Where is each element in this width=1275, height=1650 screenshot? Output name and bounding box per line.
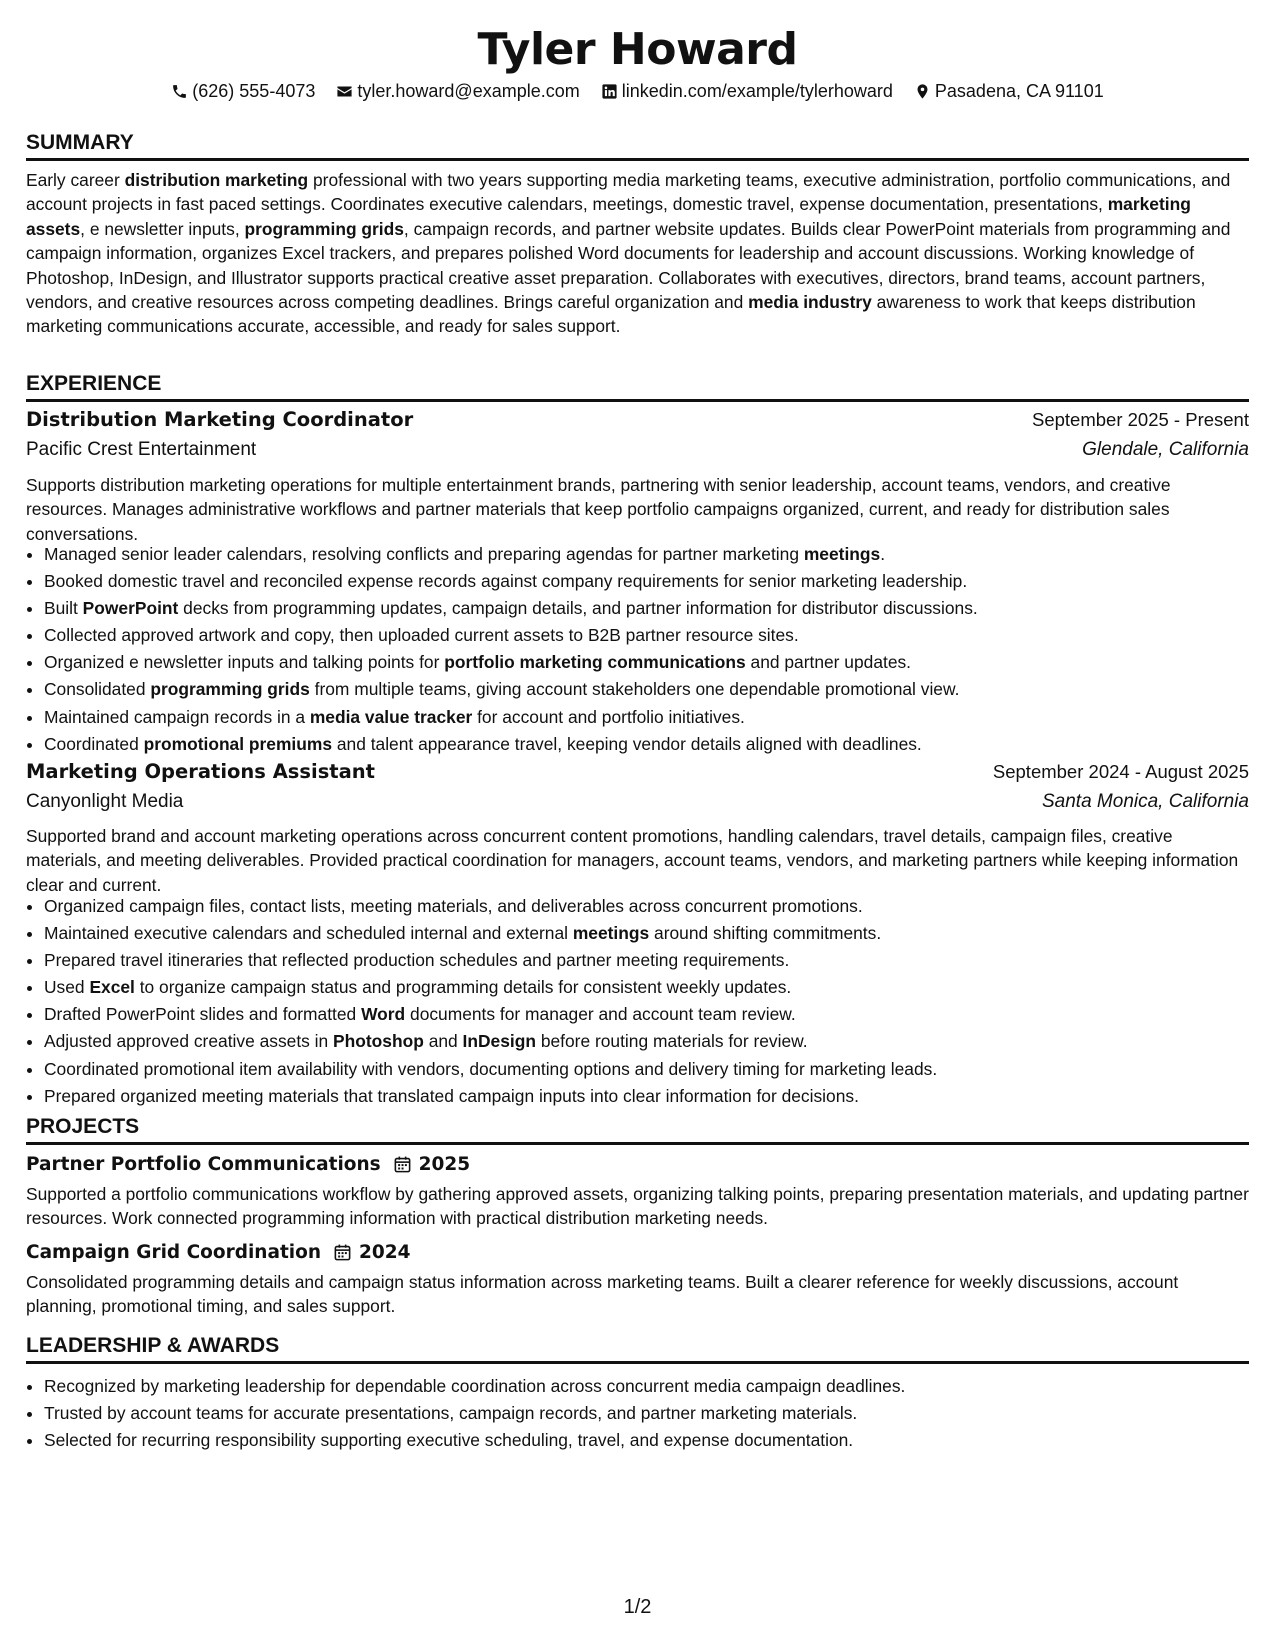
text-segment: and talent appearance travel, keeping vendor details aligned with deadlines.	[332, 733, 922, 754]
text-segment: Organized e newsletter inputs and talking points for	[44, 652, 445, 673]
section-title-experience: EXPERIENCE	[26, 371, 1249, 402]
bold-keyword: InDesign	[462, 1031, 536, 1052]
text-segment: decks from programming updates, campaign details, and partner information for distributor discussions.	[178, 598, 978, 619]
text-segment: Managed senior leader calendars, resolving conflicts and preparing agendas for partner marketing	[44, 544, 804, 564]
contact-linkedin-text[interactable]: linkedin.com/example/tylerhoward	[621, 81, 893, 101]
project-2-header	[26, 1242, 411, 1263]
job-1-header	[26, 408, 1249, 431]
list-item	[44, 1001, 1267, 1028]
job-dates: September 2024 - August 2025	[992, 761, 1249, 782]
section-title-leadership: LEADERSHIP & AWARDS	[26, 1333, 1249, 1364]
project-year: 2025	[418, 1154, 471, 1175]
list-item	[44, 595, 1267, 622]
text-segment: Prepared travel itineraries that reflected production schedules and partner meeting requirements.	[44, 950, 790, 971]
text-segment: Organized campaign files, contact lists, meeting materials, and deliverables across concurrent promotions.	[44, 896, 863, 916]
leadership-bullets	[26, 1373, 1267, 1454]
bold-keyword: programming grids	[244, 218, 404, 239]
text-segment: Drafted PowerPoint slides and formatted	[44, 1004, 362, 1025]
text-segment: and	[423, 1031, 463, 1052]
calendar-icon	[393, 1155, 412, 1174]
company-name: Pacific Crest Entertainment	[26, 439, 257, 460]
bold-keyword: distribution marketing	[124, 170, 309, 190]
text-segment: to organize campaign status and programming details for consistent weekly updates.	[134, 977, 792, 998]
bold-keyword: media industry	[748, 292, 872, 313]
job-title: Marketing Operations Assistant	[26, 760, 375, 783]
bold-keyword: Word	[361, 1004, 406, 1025]
bold-keyword: Photoshop	[333, 1031, 424, 1052]
text-segment: for account and portfolio initiatives.	[472, 706, 745, 727]
bold-keyword: marketing assets	[26, 194, 1191, 239]
job-location: Glendale, California	[1082, 439, 1249, 460]
candidate-name: Tyler Howard	[477, 24, 798, 75]
project-title: Campaign Grid Coordination	[26, 1242, 322, 1263]
text-segment: , campaign records, and partner website updates. Builds clear PowerPoint materials from programming and campaign information, organizes Excel trackers, and prepares polished Word documents for leadership and account discussions. Working knowledge of Photoshop, InDesign, and Illustrator supports practical creative asset preparation. Collaborates with executives, directors, brand teams, account partners, vendors, and creative resources across competing deadlines. Brings careful organization and	[26, 218, 1231, 313]
contact-location-text: Pasadena, CA 91101	[934, 81, 1104, 101]
list-item	[44, 676, 1267, 703]
list-item	[44, 649, 1267, 676]
contact-phone	[171, 78, 315, 104]
list-item	[44, 731, 1267, 758]
text-segment: Collected approved artwork and copy, then uploaded current assets to B2B partner resource sites.	[44, 625, 799, 646]
text-segment: documents for manager and account team review.	[405, 1004, 796, 1025]
text-segment: and partner updates.	[745, 652, 912, 673]
text-segment: from multiple teams, giving account stakeholders one dependable promotional view.	[309, 679, 960, 700]
text-segment: Early career	[26, 170, 125, 190]
project-description: Consolidated programming details and campaign status information across marketing teams. Built a clearer reference for weekly discussions, account planning, promotional timing, and sales support.	[26, 1272, 1179, 1317]
project-year: 2024	[359, 1242, 411, 1263]
resume-page	[26, 0, 1249, 1650]
bold-keyword: portfolio marketing communications	[444, 652, 746, 673]
phone-icon	[171, 83, 188, 100]
contact-email[interactable]	[336, 78, 579, 104]
calendar-icon	[333, 1243, 352, 1262]
section-title-projects: PROJECTS	[26, 1114, 1249, 1145]
list-item	[44, 541, 1267, 568]
job-2-subheader	[26, 791, 1249, 813]
text-segment: Built	[44, 598, 83, 619]
list-item	[44, 947, 1267, 974]
job-2-header	[26, 760, 1249, 783]
linkedin-icon	[601, 83, 618, 100]
bold-keyword: programming grids	[150, 679, 310, 700]
contact-location	[914, 78, 1104, 104]
text-segment: Used	[44, 977, 90, 998]
job-location: Santa Monica, California	[1042, 791, 1249, 812]
bold-keyword: meetings	[572, 923, 650, 944]
text-segment: Coordinated promotional item availability with vendors, documenting options and delivery timing for marketing leads.	[44, 1058, 938, 1079]
list-item	[44, 704, 1267, 731]
text-segment: around shifting commitments.	[649, 923, 882, 944]
project-description: Supported a portfolio communications workflow by gathering approved assets, organizing talking points, preparing presentation materials, and updating partner resources. Work connected programming information with practical distribution marketing needs.	[26, 1184, 1249, 1229]
bold-keyword: promotional premiums	[143, 733, 333, 754]
bold-keyword: meetings	[803, 544, 881, 564]
job-description: Supports distribution marketing operations for multiple entertainment brands, partnering with senior leadership, account teams, vendors, and creative resources. Manages administrative workflows and partner materials that keep portfolio campaigns organized, current, and ready for distribution sales conversations.	[26, 475, 1171, 544]
list-item	[44, 1028, 1267, 1055]
list-item	[44, 622, 1267, 649]
map-pin-icon	[914, 83, 931, 100]
job-title: Distribution Marketing Coordinator	[26, 408, 414, 431]
contact-email-text[interactable]: tyler.howard@example.com	[357, 81, 580, 101]
text-segment: before routing materials for review.	[535, 1031, 808, 1052]
bold-keyword: PowerPoint	[82, 598, 179, 619]
bold-keyword: Excel	[89, 977, 135, 998]
list-item: • Recognized by marketing leadership for dependable coordination across concurrent media campaign deadlines.	[44, 1373, 1267, 1400]
job-1-subheader	[26, 439, 1249, 461]
list-item	[44, 1056, 1267, 1083]
contact-phone-text: (626) 555-4073	[192, 81, 316, 101]
text-segment: Booked domestic travel and reconciled expense records against company requirements for senior marketing leadership.	[44, 571, 968, 592]
text-segment: awareness to work that keeps distribution marketing communications accurate, accessible, and ready for sales support.	[26, 292, 1196, 337]
list-item	[44, 893, 1267, 920]
section-title-summary: SUMMARY	[26, 130, 1249, 161]
text-segment: .	[880, 544, 886, 564]
text-segment: Consolidated	[44, 679, 151, 700]
job-2-bullets	[26, 893, 1267, 1110]
page-number: 1/2	[623, 1596, 652, 1618]
job-dates: September 2025 - Present	[1032, 409, 1249, 430]
summary-text	[26, 168, 1249, 339]
list-item: • Trusted by account teams for accurate presentations, campaign records, and partner marketing materials.	[44, 1400, 1267, 1427]
list-item	[44, 974, 1267, 1001]
text-segment: Prepared organized meeting materials that translated campaign inputs into clear information for decisions.	[44, 1085, 859, 1106]
text-segment: professional with two years supporting media marketing teams, executive administration, portfolio communications, and account projects in fast paced settings. Coordinates executive calendars, meetings, domestic travel, expense documentation, presentations,	[26, 170, 1231, 215]
envelope-icon	[336, 83, 353, 100]
list-item: • Selected for recurring responsibility supporting executive scheduling, travel, and expense documentation.	[44, 1427, 1267, 1454]
contact-linkedin[interactable]	[601, 78, 893, 104]
list-item	[44, 920, 1267, 947]
text-segment: , e newsletter inputs,	[80, 218, 245, 239]
company-name: Canyonlight Media	[26, 791, 184, 812]
list-item	[44, 1083, 1267, 1110]
contact-bar	[26, 78, 1249, 107]
project-title: Partner Portfolio Communications	[26, 1154, 381, 1175]
job-1-bullets	[26, 541, 1267, 758]
list-item	[44, 568, 1267, 595]
text-segment: Maintained campaign records in a	[44, 706, 310, 727]
text-segment: Coordinated	[44, 733, 144, 754]
job-description: Supported brand and account marketing operations across concurrent content promotions, handling calendars, travel details, campaign files, creative materials, and meeting deliverables. Provided practical coordination for managers, account teams, vendors, and marketing partners while keeping information clear and current.	[26, 826, 1239, 895]
text-segment: Maintained executive calendars and scheduled internal and external	[44, 923, 573, 944]
bold-keyword: media value tracker	[309, 706, 473, 727]
text-segment: Adjusted approved creative assets in	[44, 1031, 334, 1052]
project-1-header	[26, 1154, 470, 1175]
